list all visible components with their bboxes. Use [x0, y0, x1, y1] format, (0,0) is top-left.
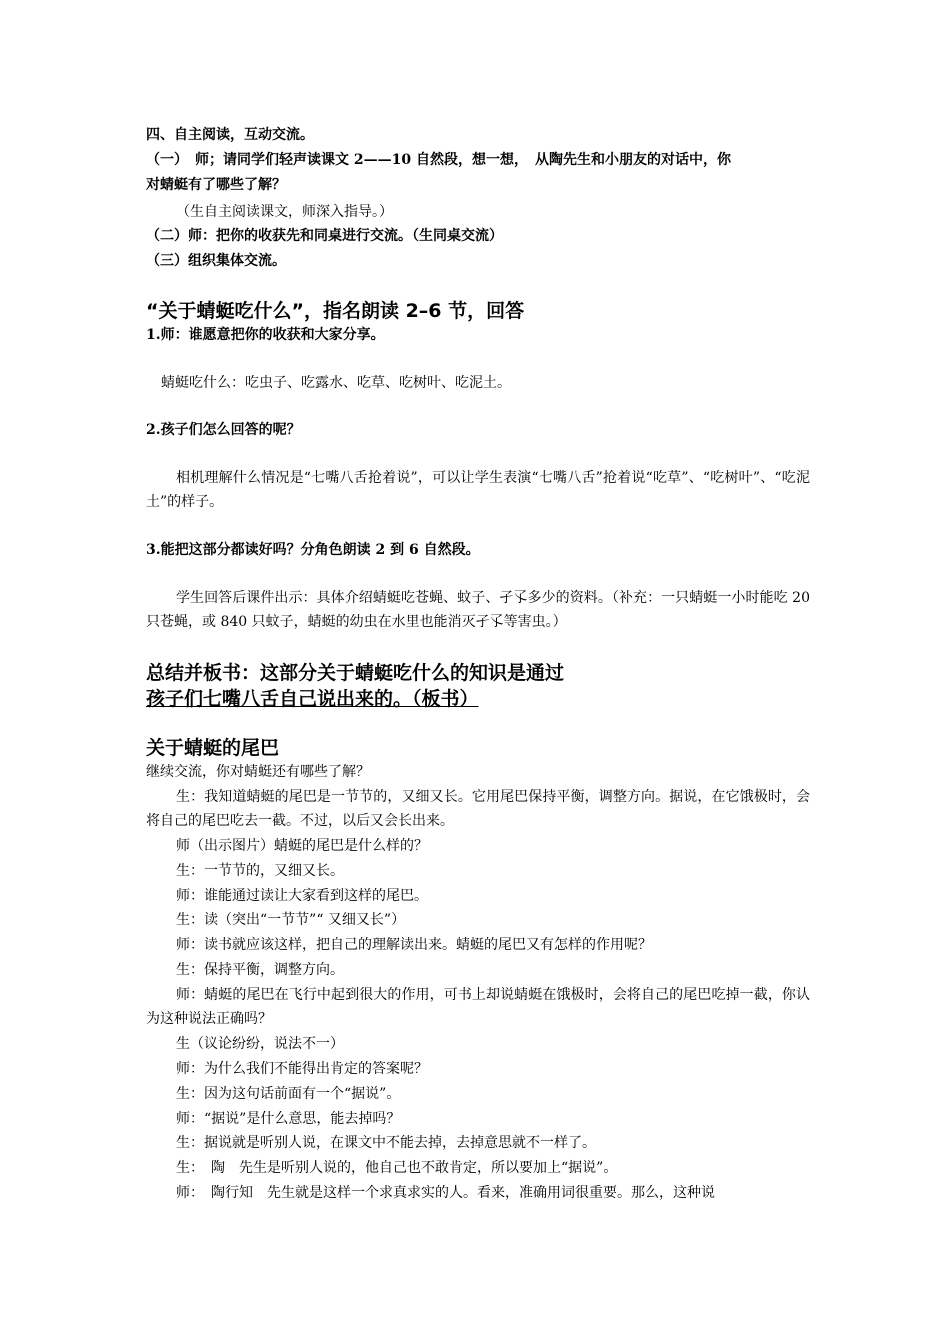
- dialogue-line: 生（议论纷纷，说法不一）: [176, 1036, 344, 1052]
- paragraph-line: 3.能把这部分都读好吗？分角色朗读 2 到 6 自然段。: [146, 542, 480, 558]
- paragraph-line: 2.孩子们怎么回答的呢？: [146, 422, 301, 438]
- dialogue-line: 师：蜻蜓的尾巴在飞行中起到很大的作用，可书上却说蜻蜓在饿极时，会将自己的尾巴吃掉一截，你认为这种说法正确吗？: [146, 987, 810, 1027]
- summary-line: 总结并板书：这部分关于蜻蜓吃什么的知识是通过: [146, 662, 565, 684]
- dialogue-line: 生：读（突出“一节节”“ 又细又长”）: [176, 912, 406, 928]
- section-heading: “关于蜻蜓吃什么”，指名朗读 2–6 节，回答: [146, 300, 525, 322]
- dialogue-line: 生：我知道蜻蜓的尾巴是一节节的，又细又长。它用尾巴保持平衡，调整方向。据说，在它饿极时，会将自己的尾巴吃去一截。不过，以后又会长出来。: [146, 789, 810, 829]
- dialogue-line: 生：据说就是听别人说，在课文中不能去掉，去掉意思就不一样了。: [176, 1135, 596, 1151]
- dialogue-line: 师：为什么我们不能得出肯定的答案呢？: [176, 1061, 428, 1077]
- dialogue-line: 师：谁能通过读让大家看到这样的尾巴。: [176, 888, 428, 904]
- dialogue-line: 师（出示图片）蜻蜓的尾巴是什么样的？: [176, 838, 428, 854]
- dialogue-line: 师： 陶行知 先生就是这样一个求真求实的人。看来，准确用词很重要。那么，这种说: [176, 1185, 715, 1201]
- paragraph-line: （三）组织集体交流。: [146, 253, 286, 269]
- paragraph: 学生回答后课件出示：具体介绍蜻蜓吃苍蝇、蚊子、孑孓多少的资料。（补充：一只蜻蜓一小时能吃 20 只苍蝇，或 840 只蚊子，蜻蜓的幼虫在水里也能消灭孑孓等害虫。）: [146, 590, 810, 630]
- paragraph-line: （生自主阅读课文，师深入指导。）: [176, 204, 393, 220]
- dialogue-line: 生：因为这句话前面有一个“据说”。: [176, 1086, 401, 1102]
- paragraph-line: 对蜻蜓有了哪些了解？: [146, 177, 286, 193]
- dialogue-line: 生：保持平衡，调整方向。: [176, 962, 344, 978]
- section-heading: 四、自主阅读，互动交流。: [146, 127, 314, 143]
- paragraph-line: 蜻蜓吃什么：吃虫子、吃露水、吃草、吃树叶、吃泥土。: [161, 375, 511, 391]
- paragraph: 相机理解什么情况是“七嘴八舌抢着说”，可以让学生表演“七嘴八舌”抢着说“吃草”、“吃树叶”、“吃泥土”的样子。: [146, 470, 810, 510]
- summary-line: [146, 686, 810, 712]
- dialogue-line: 生：一节节的，又细又长。: [176, 863, 344, 879]
- paragraph-line: 继续交流，你对蜻蜓还有哪些了解？: [146, 764, 370, 780]
- paragraph-line: （二）师：把你的收获先和同桌进行交流。（生同桌交流）: [146, 228, 503, 244]
- summary-underlined-text: 孩子们七嘴八舌自己说出来的。（板书）: [146, 688, 479, 710]
- paragraph-line: 1.师：谁愿意把你的收获和大家分享。: [146, 327, 385, 343]
- dialogue-line: 师：“据说”是什么意思，能去掉吗？: [176, 1111, 401, 1127]
- dialogue-line: 师：读书就应该这样，把自己的理解读出来。蜻蜓的尾巴又有怎样的作用呢？: [176, 937, 652, 953]
- dialogue-line: 生： 陶 先生是听别人说的，他自己也不敢肯定，所以要加上“据说”。: [176, 1160, 618, 1176]
- section-heading: 关于蜻蜓的尾巴: [146, 737, 280, 759]
- paragraph-line: （一） 师；请同学们轻声读课文 2——10 自然段，想一想， 从陶先生和小朋友的对话中，你: [146, 152, 731, 168]
